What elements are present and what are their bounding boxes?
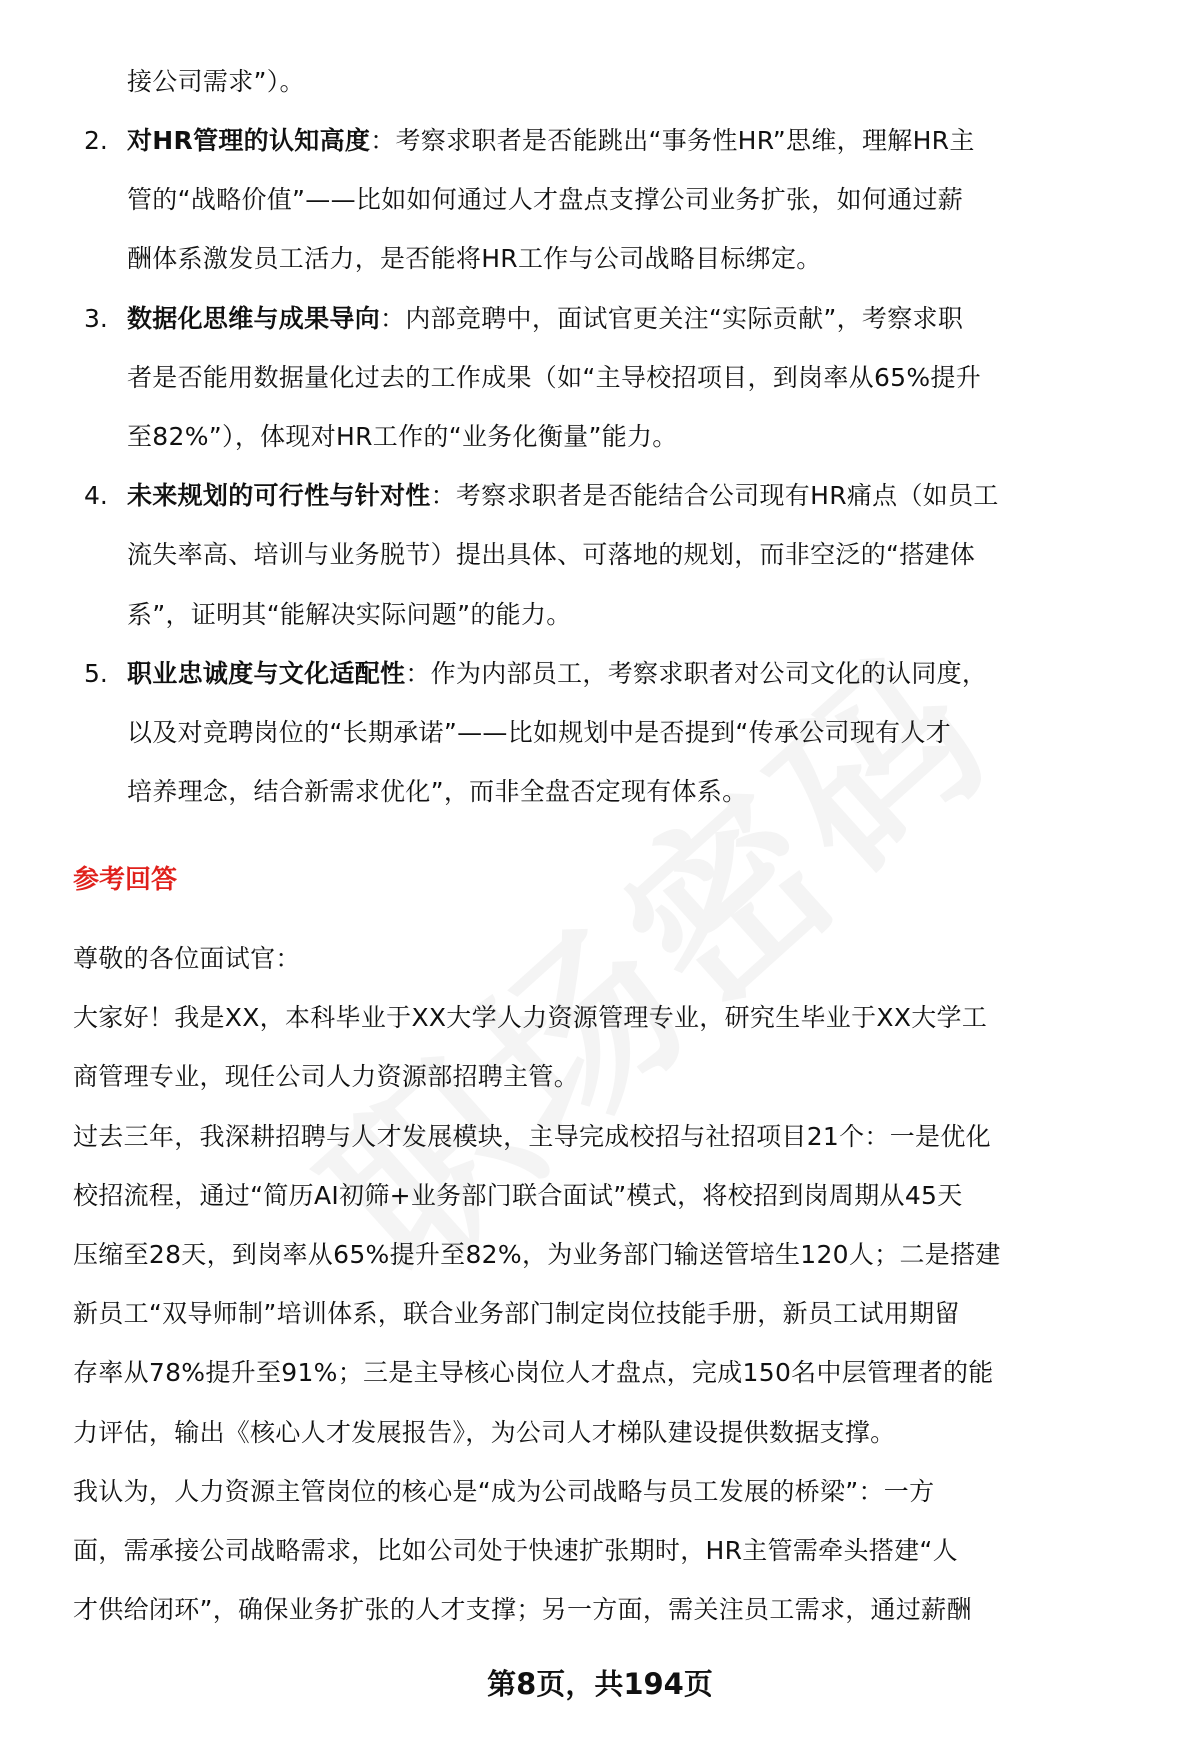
list-item-first-line (127, 481, 999, 511)
list-item-text: ：内部竞聘中，面试官更关注“实际贡献”，考察求职 (380, 303, 964, 333)
watermark (260, 585, 1037, 1323)
list-item-title: 数据化思维与成果导向 (127, 303, 381, 333)
answer-line: 校招流程，通过“简历AI初筛+业务部门联合面试”模式，将校招到岗周期从45天 (73, 1180, 963, 1210)
list-item-line: 系”，证明其“能解决实际问题”的能力。 (127, 599, 572, 629)
list-number: 4. (84, 481, 108, 511)
list-number: 5. (84, 658, 108, 688)
list-item-text: ：作为内部员工，考察求职者对公司文化的认同度， (405, 658, 988, 688)
list-item-line: 流失率高、培训与业务脱节）提出具体、可落地的规划，而非空泛的“搭建体 (127, 540, 976, 570)
list-item-line: 以及对竞聘岗位的“长期承诺”——比如规划中是否提到“传承公司现有人才 (127, 718, 952, 747)
list-item-title: 职业忠诚度与文化适配性 (127, 658, 406, 688)
list-item-text: ：考察求职者是否能跳出“事务性HR”思维，理解HR主 (370, 126, 975, 155)
page-footer: 第8页，共194页 (487, 1667, 713, 1701)
answer-line: 压缩至28天，到岗率从65%提升至82%，为业务部门输送管培生120人；二是搭建 (73, 1240, 1001, 1269)
answer-line: 存率从78%提升至91%；三是主导核心岗位人才盘点，完成150名中层管理者的能 (73, 1358, 994, 1388)
answer-line: 面，需承接公司战略需求，比如公司处于快速扩张期时，HR主管需牵头搭建“人 (73, 1536, 958, 1565)
answer-line: 商管理专业，现任公司人力资源部招聘主管。 (73, 1062, 580, 1092)
list-item-title: 未来规划的可行性与针对性 (127, 481, 431, 511)
list-item-line: 培养理念，结合新需求优化”，而非全盘否定现有体系。 (127, 777, 748, 807)
list-item-first-line (127, 659, 987, 689)
list-item-title: 对HR管理的认知高度 (127, 126, 371, 155)
list-number: 2. (84, 126, 108, 155)
list-item-line: 至82%”），体现对HR工作的“业务化衡量”能力。 (127, 422, 678, 451)
list-item-text: ：考察求职者是否能结合公司现有HR痛点（如员工 (430, 481, 999, 511)
answer-line: 才供给闭环”，确保业务扩张的人才支撑；另一方面，需关注员工需求，通过薪酬 (73, 1595, 972, 1625)
list-number: 3. (84, 303, 108, 333)
list-item-line: 管的“战略价值”——比如如何通过人才盘点支撑公司业务扩张，如何通过薪 (127, 185, 964, 215)
answer-line: 我认为，人力资源主管岗位的核心是“成为公司战略与员工发展的桥梁”：一方 (73, 1476, 935, 1506)
list-item-line: 者是否能用数据量化过去的工作成果（如“主导校招项目，到岗率从65%提升 (127, 362, 982, 392)
list-item-first-line (127, 304, 963, 334)
answer-line: 力评估，输出《核心人才发展报告》，为公司人才梯队建设提供数据支撑。 (73, 1417, 896, 1447)
answer-line: 过去三年，我深耕招聘与人才发展模块，主导完成校招与社招项目21个：一是优化 (73, 1121, 991, 1151)
answer-heading: 参考回答 (73, 865, 178, 895)
list-item-line: 酬体系激发员工活力，是否能将HR工作与公司战略目标绑定。 (127, 244, 822, 274)
answer-line: 新员工“双导师制”培训体系，联合业务部门制定岗位技能手册，新员工试用期留 (73, 1299, 960, 1329)
intro-tail: 接公司需求”）。 (127, 67, 305, 96)
list-item-first-line (127, 126, 975, 156)
answer-line: 尊敬的各位面试官： (73, 944, 301, 973)
answer-line: 大家好！我是XX，本科毕业于XX大学人力资源管理专业，研究生毕业于XX大学工 (73, 1003, 988, 1033)
